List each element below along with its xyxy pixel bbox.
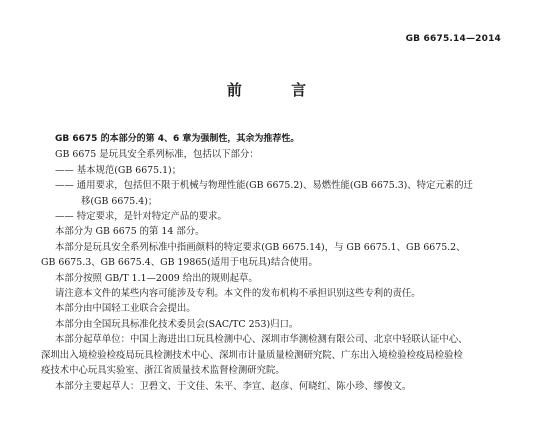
paragraph-continuation: 深圳出入境检验检疫局玩具检测技术中心、深圳市计量质量检测研究院、广东出入境检验检疫局检验检 [41,349,463,361]
paragraph-line: GB 6675 的本部分的第 4、6 章为强制性，其余为推荐性。 [55,134,300,144]
standard-code: GB 6675.14—2014 [405,34,501,44]
paragraph-line: 本部分是玩具安全系列标准中指画颜料的特定要求(GB 6675.14)，与 GB 6675.1、GB 6675.2、 [55,241,466,253]
page-title: 前 言 [226,81,329,99]
paragraph-line: 本部分按照 GB/T 1.1—2009 给出的规则起草。 [55,272,258,284]
list-item: —— 通用要求，包括但不限于机械与物理性能(GB 6675.2)、易燃性能(GB 6675.3)、特定元素的迁 [55,180,473,192]
paragraph-line: 本部分由全国玩具标准化技术委员会(SAC/TC 253)归口。 [55,318,299,330]
paragraph-continuation: 疫技术中心玩具实验室、浙江省质量技术监督检测研究院。 [41,365,285,377]
paragraph-line: GB 6675 是玩具安全系列标准，包括以下部分： [55,149,259,161]
list-item: —— 基本规范(GB 6675.1)； [55,164,182,176]
paragraph-line: 本部分由中国轻工业联合会提出。 [55,303,196,315]
list-item-continuation: 移(GB 6675.4)； [81,195,158,207]
list-item: —— 特定要求，是针对特定产品的要求。 [55,211,227,223]
paragraph-continuation: GB 6675.3、GB 6675.4、GB 19865(适用于电玩具)结合使用。 [41,257,318,269]
foreword-body [41,132,505,394]
paragraph-line: 本部分为 GB 6675 的第 14 部分。 [55,226,205,238]
paragraph-line: 请注意本文件的某些内容可能涉及专利。本文件的发布机构不承担识别这些专利的责任。 [55,288,421,300]
paragraph-line: 本部分主要起草人：卫碧文、于文佳、朱平、李宣、赵彦、何晓红、陈小珍、缪俊文。 [55,380,412,392]
paragraph-line: 本部分起草单位：中国上海进出口玩具检测中心、深圳市华测检测有限公司、北京中轻联认证中心、 [55,334,468,346]
